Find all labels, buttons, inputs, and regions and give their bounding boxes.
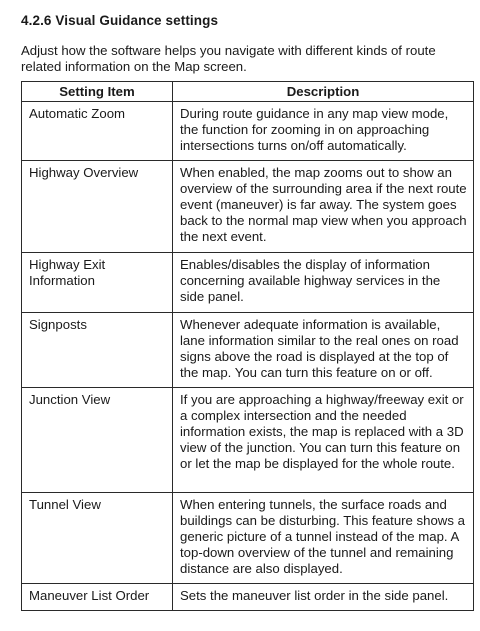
settings-table	[21, 81, 474, 611]
setting-item-cell: Tunnel View	[22, 493, 173, 584]
column-header-setting-item: Setting Item	[22, 82, 173, 102]
description-cell: Sets the maneuver list order in the side panel.	[173, 584, 474, 611]
setting-item-cell: Signposts	[22, 313, 173, 388]
table-body	[22, 102, 474, 611]
table-row	[22, 313, 474, 388]
description-cell: When enabled, the map zooms out to show an overview of the surrounding area if the next route event (maneuver) is far away. The system goes back to the normal map view when you approach the next event.	[173, 161, 474, 253]
setting-item-cell: Maneuver List Order	[22, 584, 173, 611]
table-row	[22, 161, 474, 253]
section-heading: 4.2.6 Visual Guidance settings	[21, 13, 219, 28]
setting-item-cell: Junction View	[22, 388, 173, 493]
table-row	[22, 493, 474, 584]
setting-item-cell: Highway Exit Information	[22, 253, 173, 313]
setting-item-cell: Highway Overview	[22, 161, 173, 253]
description-cell: Whenever adequate information is available, lane information similar to the real ones on road signs above the road is displayed at the top of the map. You can turn this feature on or off.	[173, 313, 474, 388]
description-cell: Enables/disables the display of information concerning available highway services in the side panel.	[173, 253, 474, 313]
description-cell: When entering tunnels, the surface roads and buildings can be disturbing. This feature shows a generic picture of a tunnel instead of the map. A top-down overview of the tunnel and remaining distance are also displayed.	[173, 493, 474, 584]
description-cell: During route guidance in any map view mode, the function for zooming in on approaching intersections turns on/off automatically.	[173, 102, 474, 161]
table-header-row	[22, 82, 474, 102]
table-row	[22, 584, 474, 611]
table-row	[22, 102, 474, 161]
setting-item-cell: Automatic Zoom	[22, 102, 173, 161]
table-row	[22, 253, 474, 313]
table-header	[22, 82, 474, 102]
table-row	[22, 388, 474, 493]
description-cell: If you are approaching a highway/freeway exit or a complex intersection and the needed information exists, the map is replaced with a 3D view of the junction. You can turn this feature on or let the map be displayed for the whole route.	[173, 388, 474, 493]
document-page	[21, 0, 473, 603]
section-intro: Adjust how the software helps you navigate with different kinds of route related information on the Map screen.	[21, 43, 436, 74]
column-header-description: Description	[173, 82, 474, 102]
